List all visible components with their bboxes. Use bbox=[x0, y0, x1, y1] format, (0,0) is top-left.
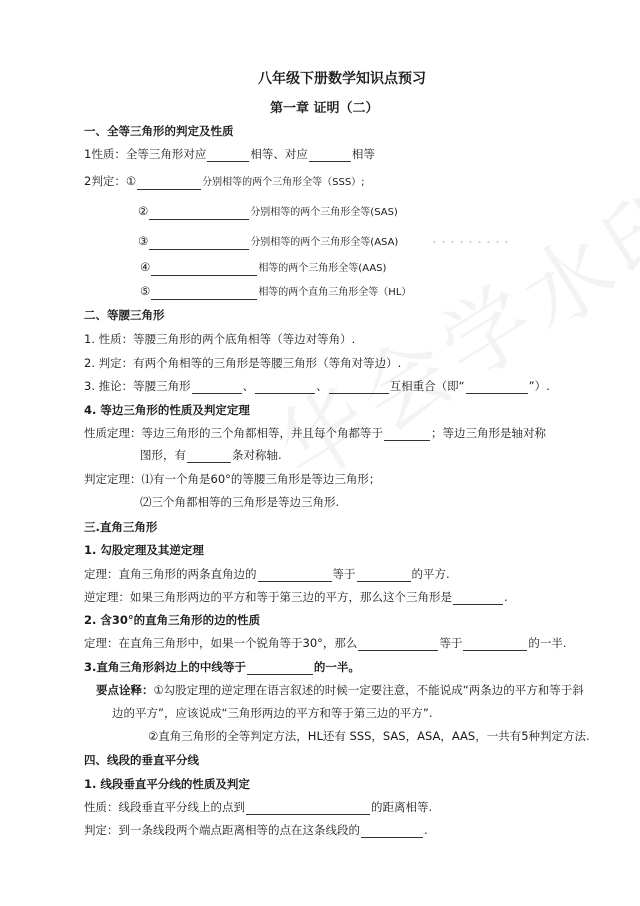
s2-property: 1. 性质：等腰三角形的两个底角相等（等边对等角）. bbox=[84, 332, 356, 346]
s3-median-heading bbox=[84, 660, 360, 675]
s2-criterion: 2. 判定：有两个角相等的三角形是等腰三角形（等角对等边）. bbox=[84, 356, 402, 370]
s3-pythagoras-theorem bbox=[84, 567, 450, 582]
answer-blank[interactable] bbox=[357, 569, 411, 582]
text: 相等的两个直角三角形全等（HL） bbox=[258, 287, 412, 298]
text: 判定：到一条线段两个端点距离相等的点在这条线段的 bbox=[84, 823, 360, 837]
section-3-heading: 三.直角三角形 bbox=[84, 520, 158, 534]
text: 逆定理：如果三角形两边的平方和等于第三边的平方，那么这个三角形是 bbox=[84, 590, 452, 604]
text: 相等的两个三角形全等(AAS) bbox=[258, 263, 387, 274]
text: ⑤ bbox=[140, 284, 151, 298]
answer-blank[interactable] bbox=[329, 381, 389, 394]
text: ①勾股定理的逆定理在语言叙述的时候一定要注意，不能说成“两条边的平方和等于斜 bbox=[153, 683, 584, 697]
section-4-heading: 四、线段的垂直平分线 bbox=[84, 753, 199, 767]
text: 互相重合（即“ bbox=[389, 379, 465, 393]
s1-property-line bbox=[84, 147, 375, 162]
answer-blank[interactable] bbox=[258, 569, 332, 582]
text: 等于 bbox=[439, 636, 463, 650]
answer-blank[interactable] bbox=[361, 825, 423, 838]
answer-blank[interactable] bbox=[207, 149, 249, 162]
text: . bbox=[424, 823, 428, 837]
text: 的平方. bbox=[411, 567, 450, 581]
s2-equilateral-criterion-1: 判定定理：⑴有一个角是60°的等腰三角形是等边三角形； bbox=[84, 472, 381, 486]
document-title: 八年级下册数学知识点预习 bbox=[258, 71, 426, 87]
s3-note-1 bbox=[96, 683, 584, 698]
answer-blank[interactable] bbox=[453, 592, 503, 605]
text: 图形，有 bbox=[140, 448, 186, 462]
text: ③ bbox=[138, 234, 149, 248]
text: 相等 bbox=[351, 147, 375, 161]
text: 的一半。 bbox=[313, 660, 360, 674]
s3-note-1-cont: 边的平方”，应该说成“三角形两边的平方和等于第三边的平方”. bbox=[112, 706, 433, 720]
text: 3.直角三角形斜边上的中线等于 bbox=[84, 660, 246, 674]
section-1-heading: 一、全等三角形的判定及性质 bbox=[84, 124, 234, 138]
answer-blank[interactable] bbox=[384, 428, 430, 441]
s3-pythagoras-converse bbox=[84, 590, 508, 605]
answer-blank[interactable] bbox=[309, 149, 351, 162]
answer-blank[interactable] bbox=[255, 381, 315, 394]
answer-blank[interactable] bbox=[463, 638, 527, 651]
text: 等于 bbox=[332, 567, 356, 581]
s4-bisector-property bbox=[84, 800, 432, 815]
text: 分别相等的两个三角形全等(SAS) bbox=[250, 207, 398, 218]
text: ；等边三角形是轴对称 bbox=[431, 426, 546, 440]
answer-blank[interactable] bbox=[246, 802, 370, 815]
watermark bbox=[250, 146, 640, 507]
text: 条对称轴. bbox=[232, 448, 282, 462]
text: 2判定：① bbox=[84, 174, 137, 188]
s1-criterion-asa bbox=[138, 234, 398, 250]
answer-blank[interactable] bbox=[151, 287, 257, 300]
text: 3. 推论：等腰三角形 bbox=[84, 379, 191, 393]
s2-equilateral-criterion-2: ⑵三个角都相等的三角形是等边三角形. bbox=[140, 495, 340, 509]
text: 、 bbox=[242, 379, 255, 393]
section-2-heading: 二、等腰三角形 bbox=[84, 308, 165, 322]
text: ”）. bbox=[528, 379, 550, 393]
decorative-dots bbox=[430, 241, 510, 243]
text: 相等、对应 bbox=[250, 147, 308, 161]
s2-corollary bbox=[84, 379, 550, 394]
s3-30deg-theorem bbox=[84, 636, 567, 651]
answer-blank[interactable] bbox=[187, 450, 231, 463]
text: ② bbox=[138, 204, 149, 218]
answer-blank[interactable] bbox=[149, 237, 249, 250]
s2-equilateral-property bbox=[84, 426, 546, 441]
text: 的距离相等. bbox=[371, 800, 433, 814]
s1-criterion-aas bbox=[140, 260, 386, 276]
text: 定理：直角三角形的两条直角边的 bbox=[84, 567, 257, 581]
s4-bisector-heading: 1. 线段垂直平分线的性质及判定 bbox=[84, 777, 250, 791]
answer-blank[interactable] bbox=[192, 381, 242, 394]
text: 、 bbox=[316, 379, 328, 393]
answer-blank[interactable] bbox=[149, 207, 249, 220]
answer-blank[interactable] bbox=[358, 638, 438, 651]
note-label: 要点诠释： bbox=[96, 683, 154, 697]
s1-criterion-hl bbox=[140, 284, 411, 300]
text: . bbox=[504, 590, 508, 604]
text: 分别相等的两个三角形全等(ASA) bbox=[250, 237, 399, 248]
s3-note-2: ②直角三角形的全等判定方法，HL还有 SSS，SAS，ASA，AAS，一共有5种判定方法. bbox=[148, 729, 590, 743]
text: 定理：在直角三角形中，如果一个锐角等于30°，那么 bbox=[84, 636, 358, 650]
text: 性质定理：等边三角形的三个角都相等，并且每个角都等于 bbox=[84, 426, 383, 440]
text: ④ bbox=[140, 260, 151, 274]
answer-blank[interactable] bbox=[247, 662, 313, 675]
s2-equilateral-heading: 4. 等边三角形的性质及判定定理 bbox=[84, 403, 250, 417]
s4-bisector-criterion bbox=[84, 823, 428, 838]
answer-blank[interactable] bbox=[137, 177, 201, 190]
text: 的一半. bbox=[528, 636, 567, 650]
s2-symmetry-axes bbox=[140, 448, 282, 463]
answer-blank[interactable] bbox=[466, 381, 528, 394]
text: 性质：线段垂直平分线上的点到 bbox=[84, 800, 245, 814]
s1-criterion-sas bbox=[138, 204, 398, 220]
s3-30deg-heading: 2. 含30°的直角三角形的边的性质 bbox=[84, 613, 261, 627]
text: 分别相等的两个三角形全等（SSS）; bbox=[202, 177, 365, 188]
s1-criterion-sss bbox=[84, 174, 365, 190]
chapter-title: 第一章 证明（二） bbox=[270, 101, 379, 116]
text: 1性质：全等三角形对应 bbox=[84, 147, 207, 161]
s3-pythagoras-heading: 1. 勾股定理及其逆定理 bbox=[84, 543, 204, 557]
answer-blank[interactable] bbox=[151, 263, 257, 276]
